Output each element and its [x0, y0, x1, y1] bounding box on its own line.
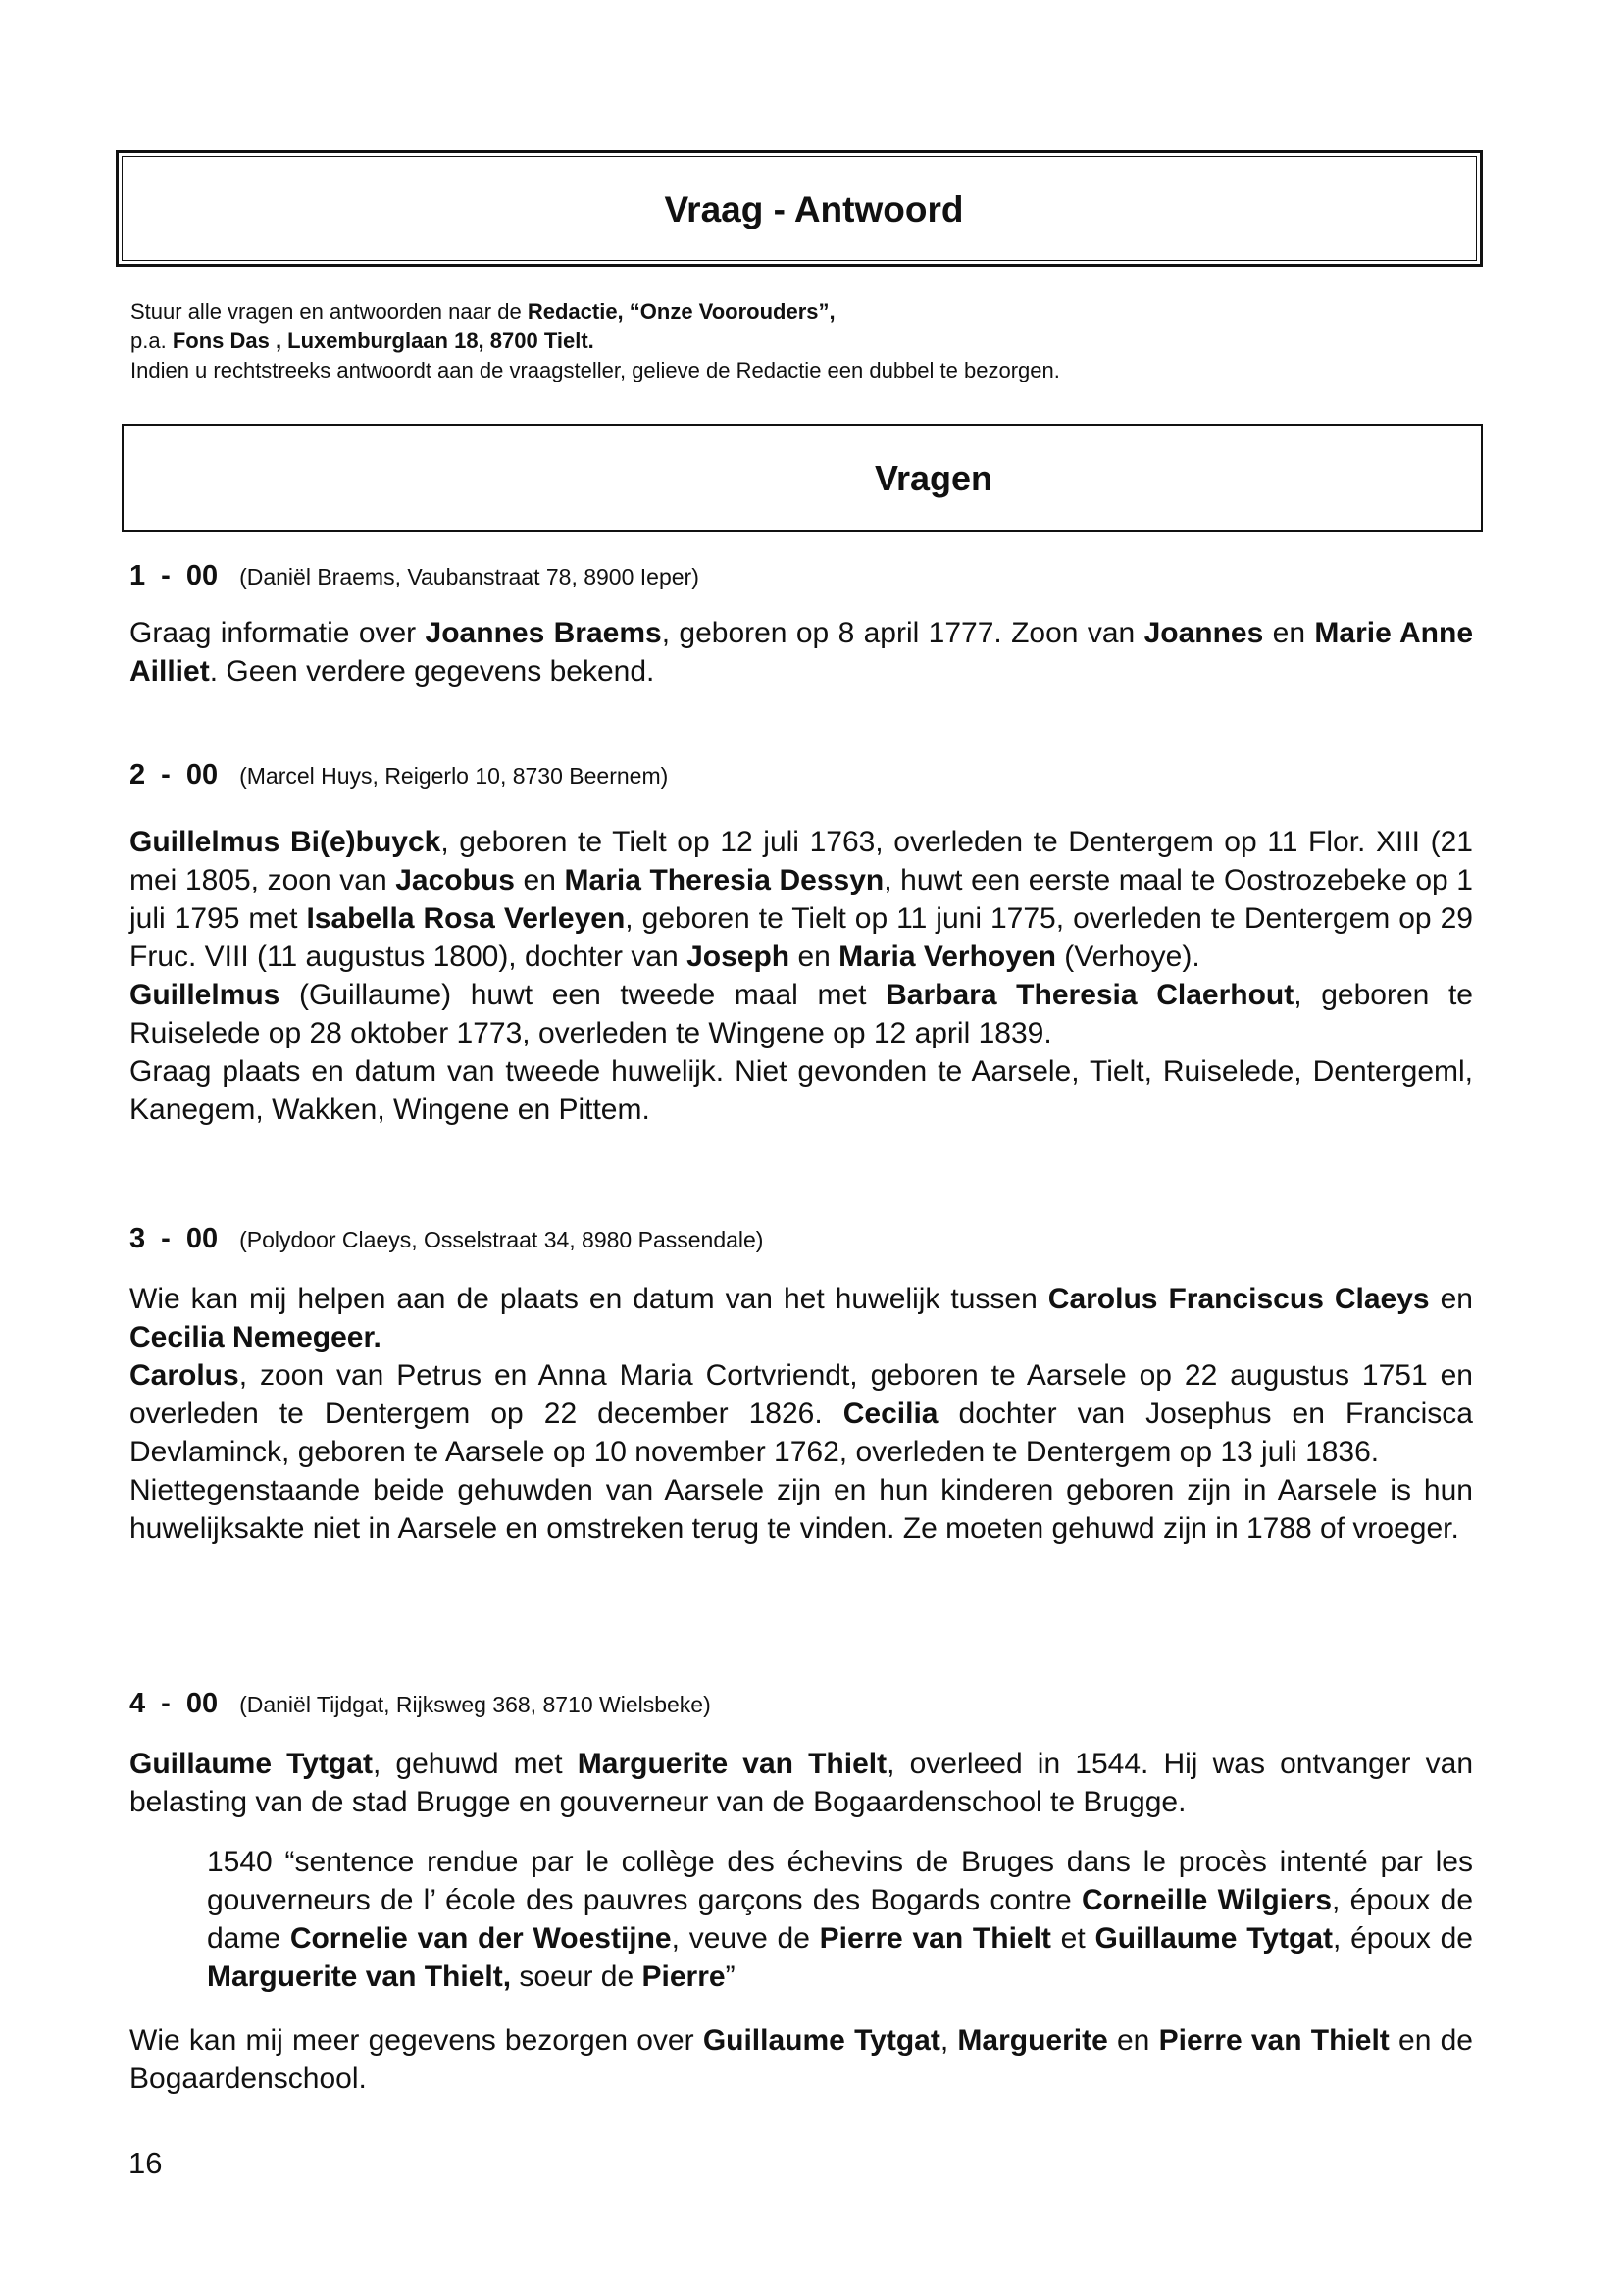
question-4 — [129, 1689, 1473, 2098]
question-paragraph — [129, 1745, 1473, 1821]
text-run: ” — [725, 1960, 736, 1993]
question-paragraph — [129, 1052, 1473, 1129]
text-run: , geboren te Tielt op 11 juni 1775, overleden te Dentergem op 29 Fruc. VIII (11 augustus 1800), dochter van — [129, 902, 1473, 973]
bold-name: Joannes Braems — [425, 617, 662, 649]
question-body — [129, 1280, 1473, 1548]
bold-name: Maria Verhoyen — [838, 941, 1056, 973]
question-number: 1 - 00 — [129, 560, 219, 591]
text-run: en — [1107, 2024, 1159, 2057]
text-run: , huwt een eerste maal te Oostrozebeke op 1 juli 1795 met — [129, 864, 1473, 935]
page-number: 16 — [128, 2146, 163, 2180]
bold-name: Guillaume Tytgat — [702, 2024, 940, 2057]
text-run: et — [1050, 1922, 1095, 1955]
header-box — [116, 150, 1483, 267]
bold-name: Isabella Rosa Verleyen — [306, 902, 626, 935]
intro-line-3: Indien u rechtstreeks antwoordt aan de vraagsteller, gelieve de Redactie een dubbel te bezorgen. — [130, 358, 1060, 382]
section-box — [122, 424, 1483, 532]
question-paragraph — [129, 2021, 1473, 2098]
question-number: 2 - 00 — [129, 759, 219, 790]
text-run: , overleed in 1544. Hij was ontvanger van belasting van de stad Brugge en gouverneur van de Bogaardenschool te Brugge. — [129, 1748, 1474, 1818]
text-run: , geboren op 8 april 1777. Zoon van — [661, 617, 1144, 649]
question-number: 3 - 00 — [129, 1223, 219, 1254]
intro-notice — [130, 297, 1484, 385]
question-sender: (Marcel Huys, Reigerlo 10, 8730 Beernem) — [239, 763, 669, 789]
text-run: en — [1263, 617, 1315, 649]
bold-name: Marguerite — [957, 2024, 1108, 2057]
text-run: Graag informatie over — [129, 617, 426, 649]
text-run: en — [789, 941, 839, 973]
question-body — [129, 614, 1473, 690]
text-run: , époux de dame — [207, 1884, 1474, 1955]
text-run: en de Bogaardenschool. — [129, 2024, 1473, 2095]
bold-name: Barbara Theresia Claerhout — [886, 979, 1294, 1011]
bold-name: Joannes — [1143, 617, 1264, 649]
question-3 — [129, 1224, 1473, 1548]
text-run: , geboren te Tielt op 12 juli 1763, overleden te Dentergem op 11 Flor. XIII (21 mei 1805, zoon van — [129, 826, 1473, 896]
question-header — [129, 760, 1473, 790]
intro-line-2: p.a. Fons Das , Luxemburglaan 18, 8700 Tielt. — [130, 329, 594, 353]
text-run: soeur de — [511, 1960, 642, 1993]
question-paragraph — [129, 823, 1473, 976]
question-sender: (Polydoor Claeys, Osselstraat 34, 8980 Passendale) — [239, 1227, 764, 1252]
bold-name: Pierre van Thielt — [1158, 2024, 1390, 2057]
text-run: , gehuwd met — [372, 1748, 578, 1780]
intro-line-1: Stuur alle vragen en antwoorden naar de Redactie, “Onze Voorouders”, — [130, 299, 836, 324]
question-sender: (Daniël Braems, Vaubanstraat 78, 8900 Ieper) — [239, 564, 699, 589]
question-paragraph — [129, 1356, 1473, 1471]
text-run: , zoon van Petrus en Anna Maria Cortvriendt, geboren te Aarsele op 22 augustus 1751 en overleden te Dentergem op 22 december 1826. — [129, 1359, 1473, 1430]
text-run: en — [514, 864, 565, 896]
question-paragraph — [129, 614, 1473, 690]
bold-name: Maria Theresia Dessyn — [564, 864, 885, 896]
text-run: , geboren te Ruiselede op 28 oktober 1773, overleden te Wingene op 12 april 1839. — [129, 979, 1473, 1049]
bold-name: Marie Anne Ailliet — [129, 617, 1474, 687]
bold-name: Cecilia Nemegeer. — [129, 1321, 381, 1353]
bold-name: Jacobus — [395, 864, 515, 896]
text-run: dochter van Josephus en Francisca Devlaminck, geboren te Aarsele op 10 november 1762, overleden te Dentergem op 13 juli 1836. — [129, 1398, 1473, 1468]
bold-name: Guillaume Tytgat — [129, 1748, 373, 1780]
bold-name: Corneille Wilgiers — [1081, 1884, 1333, 1916]
question-number: 4 - 00 — [129, 1688, 219, 1719]
bold-name: Joseph — [686, 941, 790, 973]
bold-name: Guillaume Tytgat — [1094, 1922, 1334, 1955]
text-run: (Guillaume) huwt een tweede maal met — [279, 979, 887, 1011]
page-title: Vraag - Antwoord — [664, 189, 964, 229]
text-run: Graag plaats en datum van tweede huwelijk. Niet gevonden te Aarsele, Tielt, Ruiselede, Dentergeml, Kanegem, Wakken, Wingene en Pittem. — [129, 1055, 1473, 1126]
question-body — [129, 1745, 1473, 2098]
question-paragraph — [129, 976, 1473, 1052]
question-sender: (Daniël Tijdgat, Rijksweg 368, 8710 Wielsbeke) — [239, 1692, 711, 1717]
text-run: , époux de — [1333, 1922, 1473, 1955]
bold-name: Cornelie van der Woestijne — [289, 1922, 672, 1955]
text-run: , — [939, 2024, 958, 2057]
question-paragraph — [129, 1471, 1473, 1548]
text-run: Wie kan mij meer gegevens bezorgen over — [129, 2024, 703, 2057]
bold-name: Pierre — [641, 1960, 726, 1993]
text-run: en — [1429, 1283, 1473, 1315]
text-run: (Verhoye). — [1055, 941, 1200, 973]
bold-name: Carolus — [129, 1359, 239, 1392]
text-run: Wie kan mij helpen aan de plaats en datum van het huwelijk tussen — [129, 1283, 1048, 1315]
bold-name: Marguerite van Thielt — [577, 1748, 888, 1780]
text-run: 1540 “sentence rendue par le collège des échevins de Bruges dans le procès intenté par les gouverneurs de l’ école des pauvres garçons des Bogards contre — [207, 1846, 1473, 1916]
question-header — [129, 1224, 1473, 1254]
text-run: . Geen verdere gegevens bekend. — [209, 655, 655, 687]
text-run: , veuve de — [671, 1922, 820, 1955]
bold-name: Marguerite van Thielt, — [207, 1960, 512, 1993]
bold-name: Cecilia — [842, 1398, 939, 1430]
text-run: Niettegenstaande beide gehuwden van Aarsele zijn en hun kinderen geboren zijn in Aarsele is hun huwelijksakte niet in Aarsele en omstreken terug te vinden. Ze moeten gehuwd zijn in 1788 of vroeger. — [129, 1474, 1473, 1545]
question-body — [129, 823, 1473, 1129]
question-paragraph — [129, 1843, 1473, 1996]
question-paragraph — [129, 1280, 1473, 1356]
question-header — [129, 561, 1473, 591]
bold-name: Guillelmus Bi(e)buyck — [129, 826, 441, 858]
bold-name: Pierre van Thielt — [819, 1922, 1051, 1955]
question-1 — [129, 561, 1473, 690]
question-2 — [129, 760, 1473, 1129]
question-header — [129, 1689, 1473, 1719]
bold-name: Guillelmus — [129, 979, 280, 1011]
section-title: Vragen — [874, 458, 993, 498]
bold-name: Carolus Franciscus Claeys — [1047, 1283, 1430, 1315]
